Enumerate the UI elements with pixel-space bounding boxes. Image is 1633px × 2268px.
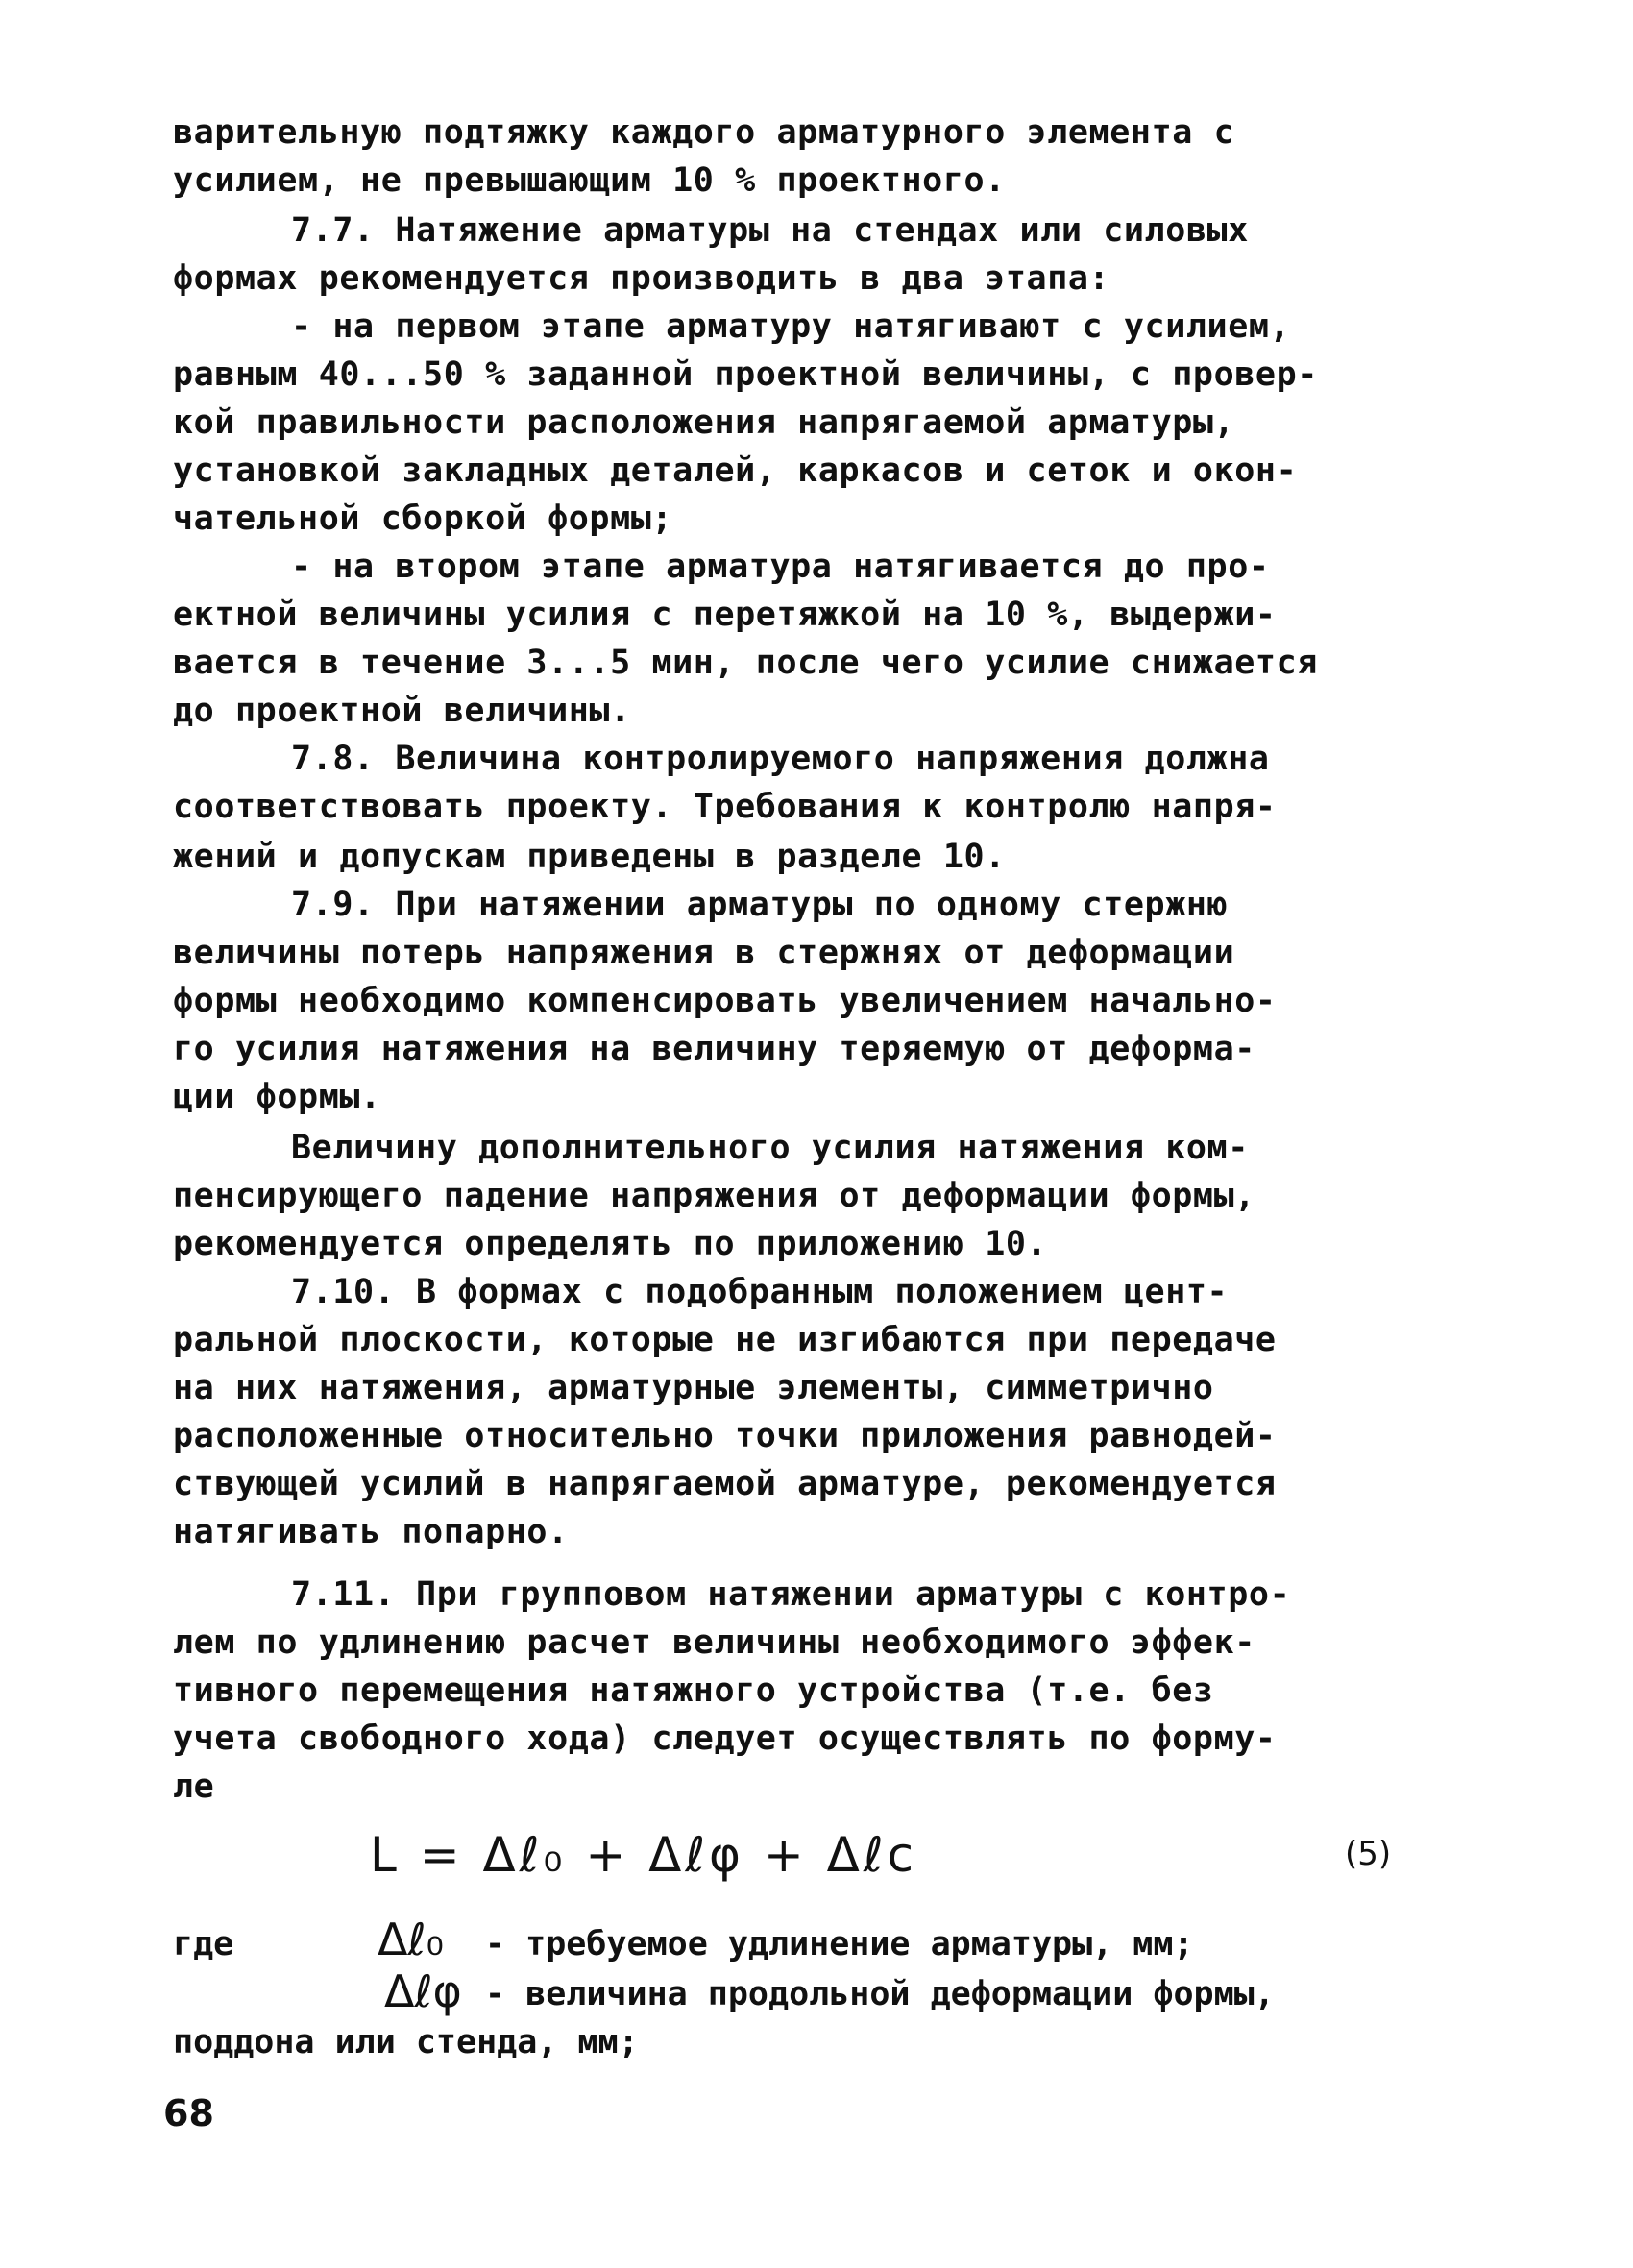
- text-line: установкой закладных деталей, каркасов и сеток и окон-: [173, 451, 1298, 490]
- text-line: расположенные относительно точки приложения равнодей-: [173, 1417, 1277, 1455]
- text-line: - на первом этапе арматуру натягивают с усилием,: [291, 307, 1291, 346]
- text-line: 7.7. Натяжение арматуры на стендах или силовых: [291, 211, 1249, 250]
- text-line: 7.10. В формах с подобранным положением цент-: [291, 1273, 1229, 1311]
- page-number: 68: [163, 2092, 214, 2134]
- text-line: учета свободного хода) следует осуществлять по форму-: [173, 1719, 1277, 1758]
- text-line: чательной сборкой формы;: [173, 500, 673, 538]
- text-line: кой правильности расположения напрягаемой арматуры,: [173, 403, 1235, 442]
- text-line: ции формы.: [173, 1078, 381, 1116]
- text-line: равным 40...50 % заданной проектной величины, с провер-: [173, 355, 1318, 394]
- text-line: жений и допускам приведены в разделе 10.: [173, 838, 1006, 876]
- text-line: 7.11. При групповом натяжении арматуры с контро-: [291, 1575, 1291, 1614]
- text-line: ектной величины усилия с перетяжкой на 10 %, выдержи-: [173, 596, 1277, 634]
- text-line: соответствовать проекту. Требования к контролю напря-: [173, 788, 1277, 826]
- text-line: на них натяжения, арматурные элементы, симметрично: [173, 1369, 1214, 1407]
- definition-symbol: Δℓφ: [384, 1965, 462, 2017]
- definition-text: - величина продольной деформации формы,: [485, 1975, 1275, 2013]
- text-line: ральной плоскости, которые не изгибаются при передаче: [173, 1321, 1277, 1359]
- text-line: 7.8. Величина контролируемого напряжения должна: [291, 740, 1270, 778]
- definition-text: - требуемое удлинение арматуры, мм;: [485, 1925, 1194, 1963]
- text-line: рекомендуется определять по приложению 10.: [173, 1225, 1048, 1263]
- text-line: вается в течение 3...5 мин, после чего усилие снижается: [173, 644, 1318, 682]
- where-label: где: [173, 1925, 234, 1963]
- text-line: варительную подтяжку каждого арматурного элемента с: [173, 113, 1235, 152]
- text-line: усилием, не превышающим 10 % проектного.: [173, 161, 1006, 200]
- text-line: натягивать попарно.: [173, 1513, 569, 1551]
- text-line: ствующей усилий в напрягаемой арматуре, рекомендуется: [173, 1465, 1277, 1503]
- formula-expression: L = Δℓ₀ + Δℓφ + Δℓс: [370, 1827, 917, 1883]
- definition-symbol: Δℓ₀: [378, 1914, 444, 1965]
- text-line: ле: [173, 1768, 215, 1806]
- text-line: тивного перемещения натяжного устройства (т.е. без: [173, 1671, 1214, 1710]
- text-line: - на втором этапе арматура натягивается до про-: [291, 548, 1270, 586]
- definition-continuation: поддона или стенда, мм;: [173, 2023, 639, 2061]
- formula-number: (5): [1345, 1835, 1392, 1873]
- text-line: го усилия натяжения на величину теряемую от деформа-: [173, 1030, 1255, 1068]
- text-line: формы необходимо компенсировать увеличением начально-: [173, 982, 1277, 1020]
- text-line: Величину дополнительного усилия натяжения ком-: [291, 1129, 1249, 1167]
- text-line: пенсирующего падение напряжения от деформации формы,: [173, 1177, 1255, 1215]
- text-line: до проектной величины.: [173, 692, 631, 730]
- text-line: лем по удлинению расчет величины необходимого эффек-: [173, 1623, 1255, 1662]
- text-line: величины потерь напряжения в стержнях от деформации: [173, 934, 1235, 972]
- text-line: 7.9. При натяжении арматуры по одному стержню: [291, 886, 1229, 924]
- text-line: формах рекомендуется производить в два этапа:: [173, 259, 1110, 298]
